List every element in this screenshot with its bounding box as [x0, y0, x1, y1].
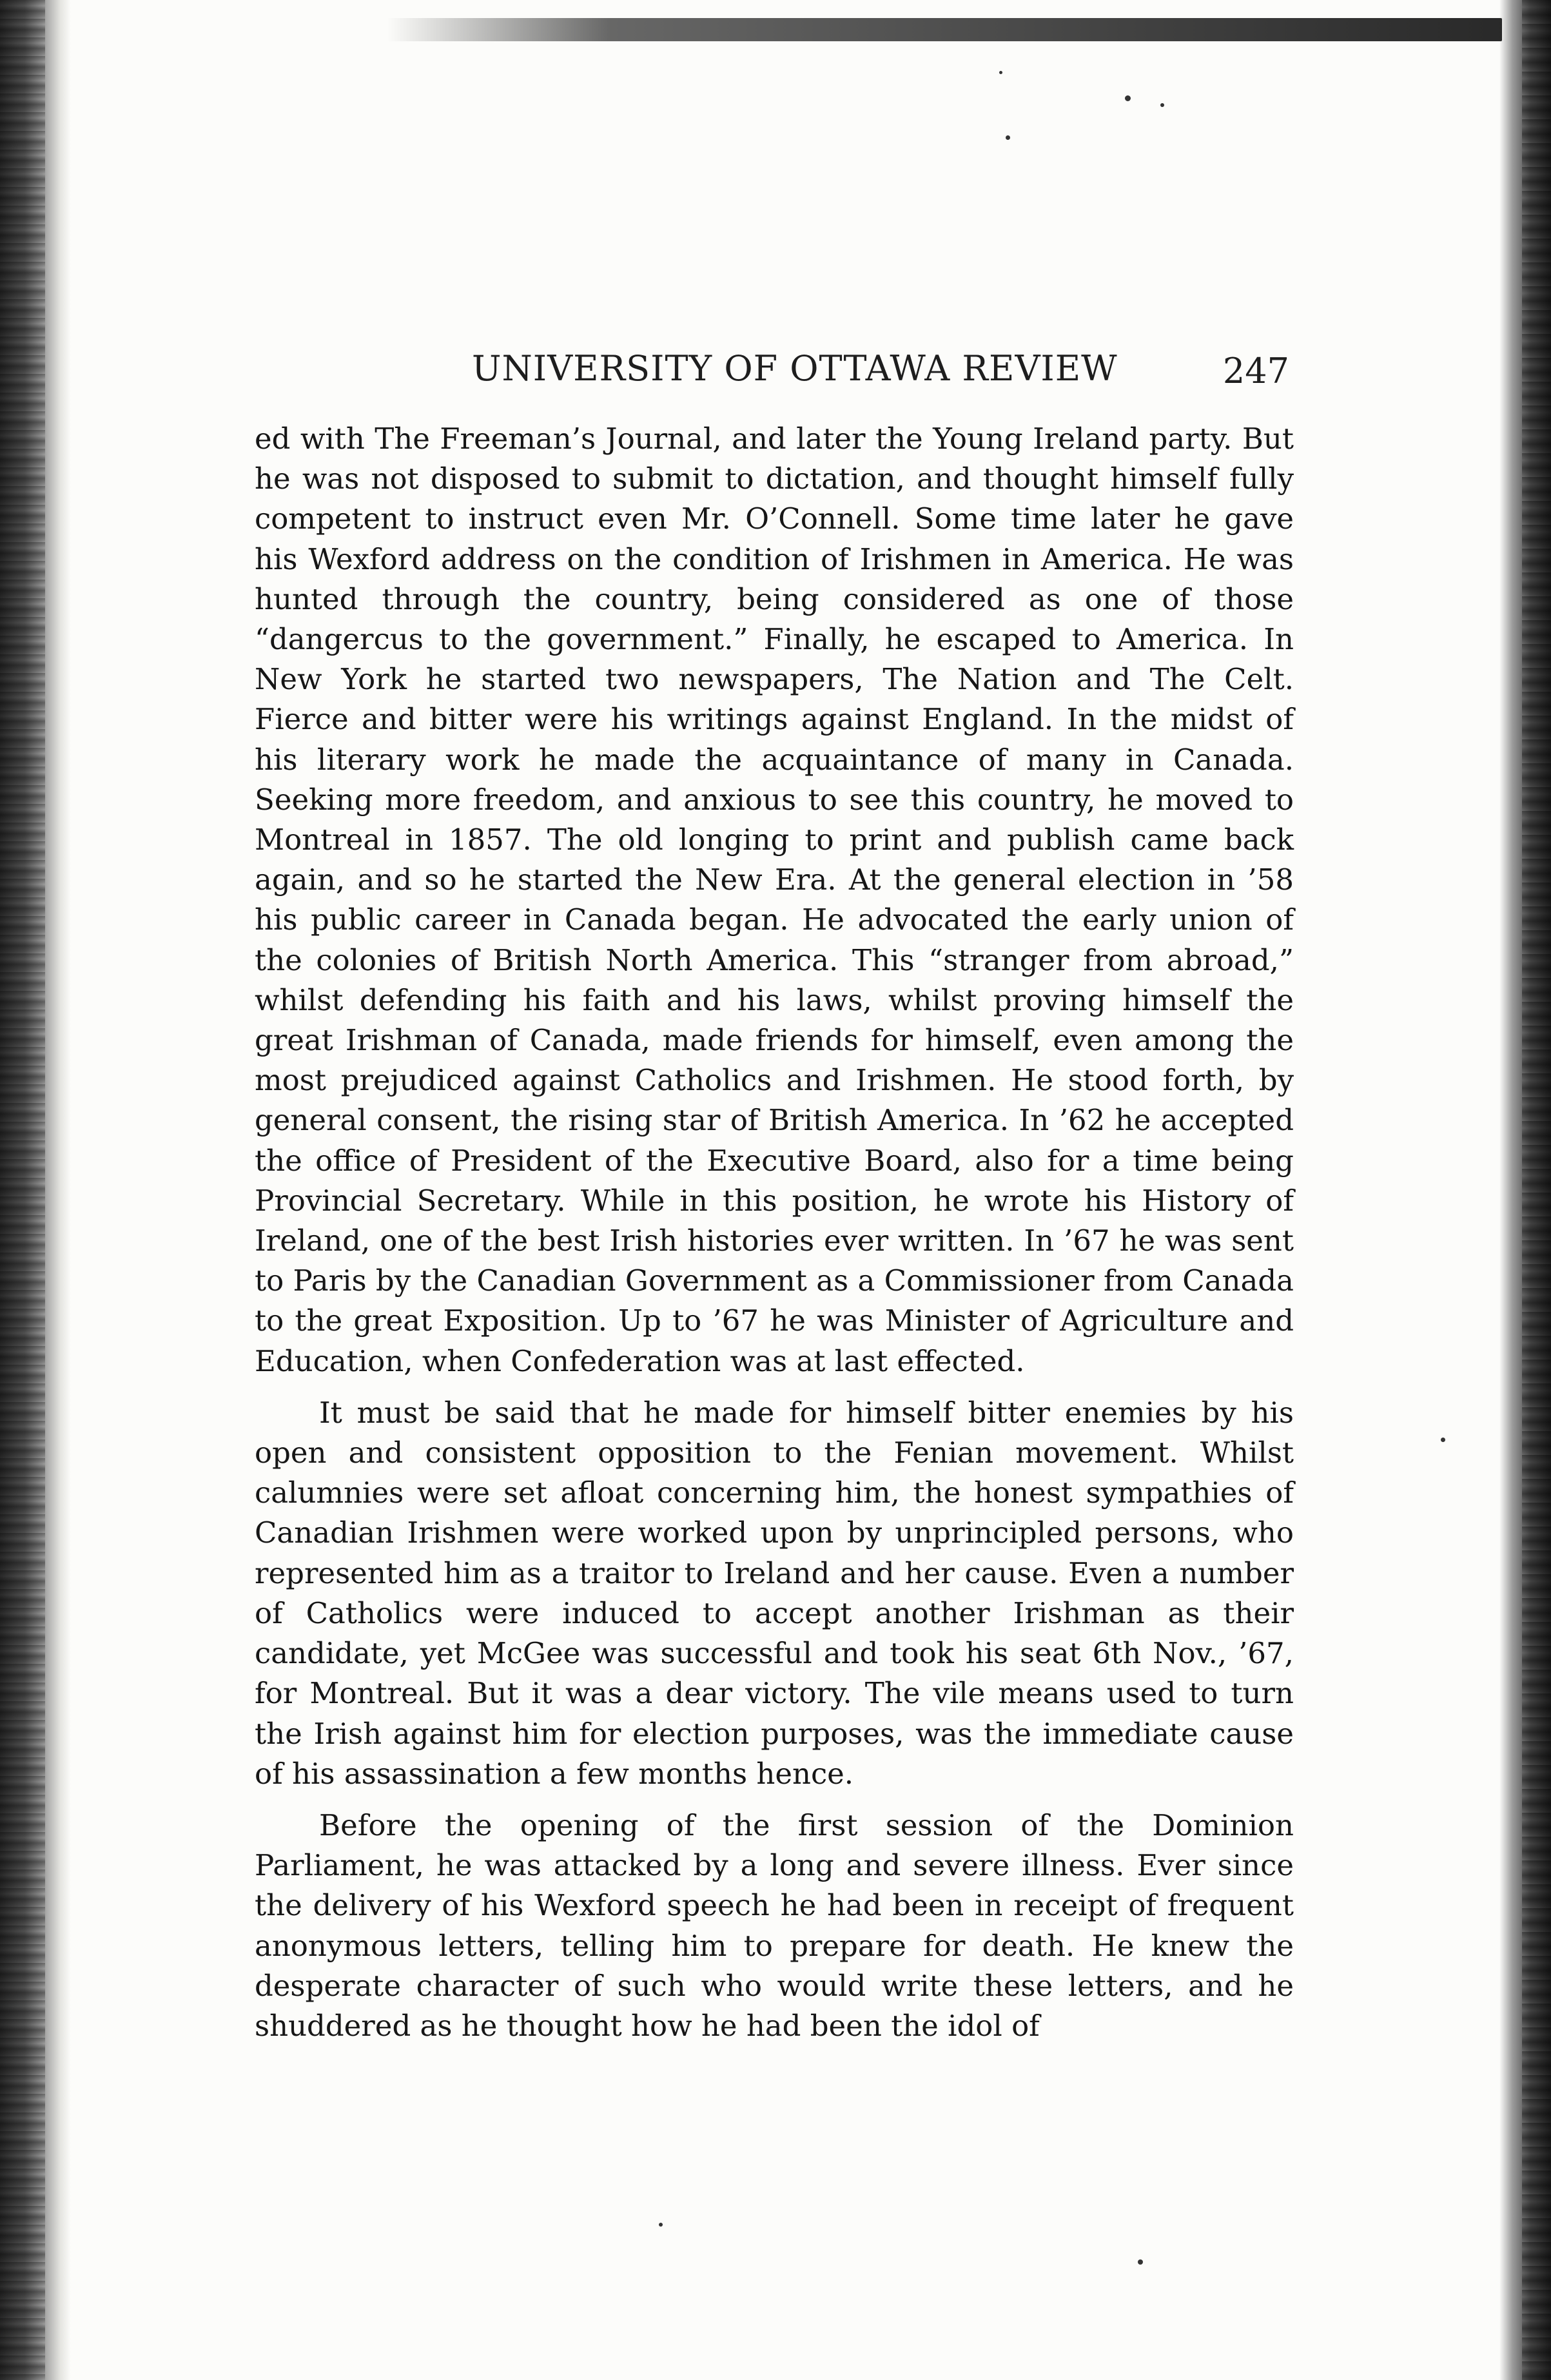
- page-number: 247: [1222, 351, 1289, 391]
- scan-edge-left: [0, 0, 71, 2380]
- journal-title: UNIVERSITY OF OTTAWA REVIEW: [472, 348, 1118, 389]
- article-body: [255, 419, 1294, 2046]
- scan-speck: [1160, 103, 1164, 107]
- scan-speck: [1441, 1438, 1445, 1442]
- scan-speck: [1125, 95, 1131, 101]
- paragraph: It must be said that he made for himself bitter enemies by his open and consistent opposition to the Fenian movement. Whilst calumnies were set afloat concerning him, the honest sympathies of Canadian Irishmen were worked upon by unprincipled persons, who represented him as a traitor to Ireland and her cause. Even a number of Catholics were induced to accept another Irishman as their candidate, yet McGee was successful and took his seat 6th Nov., ’67, for Montreal. But it was a dear victory. The vile means used to turn the Irish against him for election purposes, was the immediate cause of his assassination a few months hence.: [255, 1395, 1294, 1791]
- scan-speck: [999, 71, 1002, 74]
- scan-edge-top: [387, 18, 1502, 41]
- running-header: [258, 348, 1289, 400]
- paragraph: ed with The Freeman’s Journal, and later the Young Ireland party. But he was not disposed to submit to dictation, and thought himself fully competent to instruct even Mr. O’Connell. Some time later he gave his Wexford address on the condition of Irishmen in America. He was hunted through the country, being considered as one of those “dangercus to the government.” Finally, he escaped to America. In New York he started two newspapers, The Nation and The Celt. Fierce and bitter were his writings against England. In the midst of his literary work he made the acquaintance of many in Canada. Seeking more freedom, and anxious to see this country, he moved to Montreal in 1857. The old longing to print and publish came back again, and so he started the New Era. At the general election in ’58 his public career in Canada began. He advocated the early union of the colonies of British North America. This “stranger from abroad,” whilst defending his faith and his laws, whilst proving himself the great Irishman of Canada, made friends for himself, even among the most prejudiced against Catholics and Irishmen. He stood forth, by general consent, the rising star of British America. In ’62 he accepted the office of President of the Executive Board, also for a time being Provincial Secretary. While in this position, he wrote his History of Ireland, one of the best Irish histories ever written. In ’67 he was sent to Paris by the Canadian Government as a Commissioner from Canada to the great Exposition. Up to ’67 he was Minister of Agriculture and Education, when Confederation was at last effected.: [255, 422, 1294, 1378]
- scan-edge-right: [1499, 0, 1551, 2380]
- scan-speck: [659, 2223, 663, 2227]
- paragraph: Before the opening of the first session of the Dominion Parliament, he was attacked by a long and severe illness. Ever since the delivery of his Wexford speech he had been in receipt of frequent anonymous letters, telling him to prepare for death. He knew the desperate character of such who would write these letters, and he shuddered as he thought how he had been the idol of: [255, 1808, 1294, 2043]
- scan-speck: [1006, 135, 1010, 140]
- scan-speck: [1138, 2259, 1143, 2265]
